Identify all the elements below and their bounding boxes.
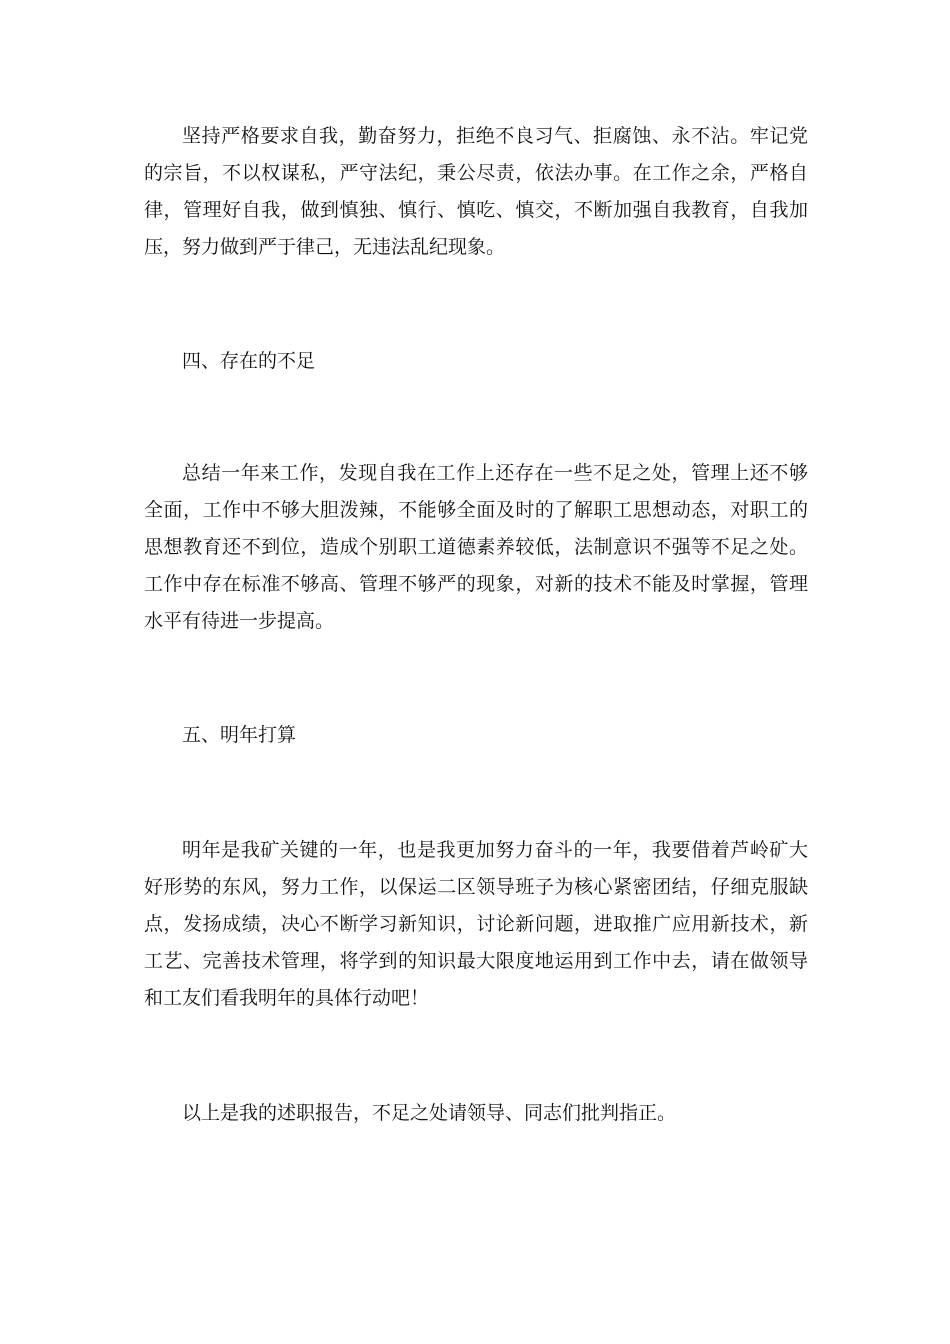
- document-body: [144, 118, 808, 1132]
- section-heading-next-year-plan: 五、明年打算: [182, 724, 297, 746]
- paragraph-shortcomings: 总结一年来工作，发现自我在工作上还存在一些不足之处，管理上还不够全面，工作中不够大胆泼辣，不能够全面及时的了解职工思想动态，对职工的思想教育还不到位，造成个别职工道德素养较低，法制意识不强等不足之处。工作中存在标准不够高、管理不够严的现象，对新的技术不能及时掌握，管理水平有待进一步提高。: [144, 462, 808, 632]
- spacer: [144, 266, 808, 343]
- section-heading-shortcomings: 四、存在的不足: [182, 350, 316, 372]
- paragraph-self-discipline: 坚持严格要求自我，勤奋努力，拒绝不良习气、拒腐蚀、永不沾。牢记党的宗旨，不以权谋私，严守法纪，秉公尽责，依法办事。在工作之余，严格自律，管理好自我，做到慎独、慎行、慎吃、慎交，不断加强自我教育，自我加压，努力做到严于律己，无违法乱纪现象。: [144, 125, 808, 258]
- spacer: [144, 754, 808, 832]
- spacer: [144, 640, 808, 717]
- paragraph-closing: 以上是我的述职报告，不足之处请领导、同志们批判指正。: [182, 1102, 677, 1124]
- paragraph-next-year-plan: 明年是我矿关键的一年，也是我更加努力奋斗的一年，我要借着芦岭矿大好形势的东风，努力工作，以保运二区领导班子为核心紧密团结，仔细克服缺点，发扬成绩，决心不断学习新知识，讨论新问题，进取推广应用新技术，新工艺、完善技术管理，将学到的知识最大限度地运用到工作中去，请在做领导和工友们看我明年的具体行动吧！: [144, 839, 808, 1009]
- spacer: [144, 1017, 808, 1095]
- spacer: [144, 380, 808, 455]
